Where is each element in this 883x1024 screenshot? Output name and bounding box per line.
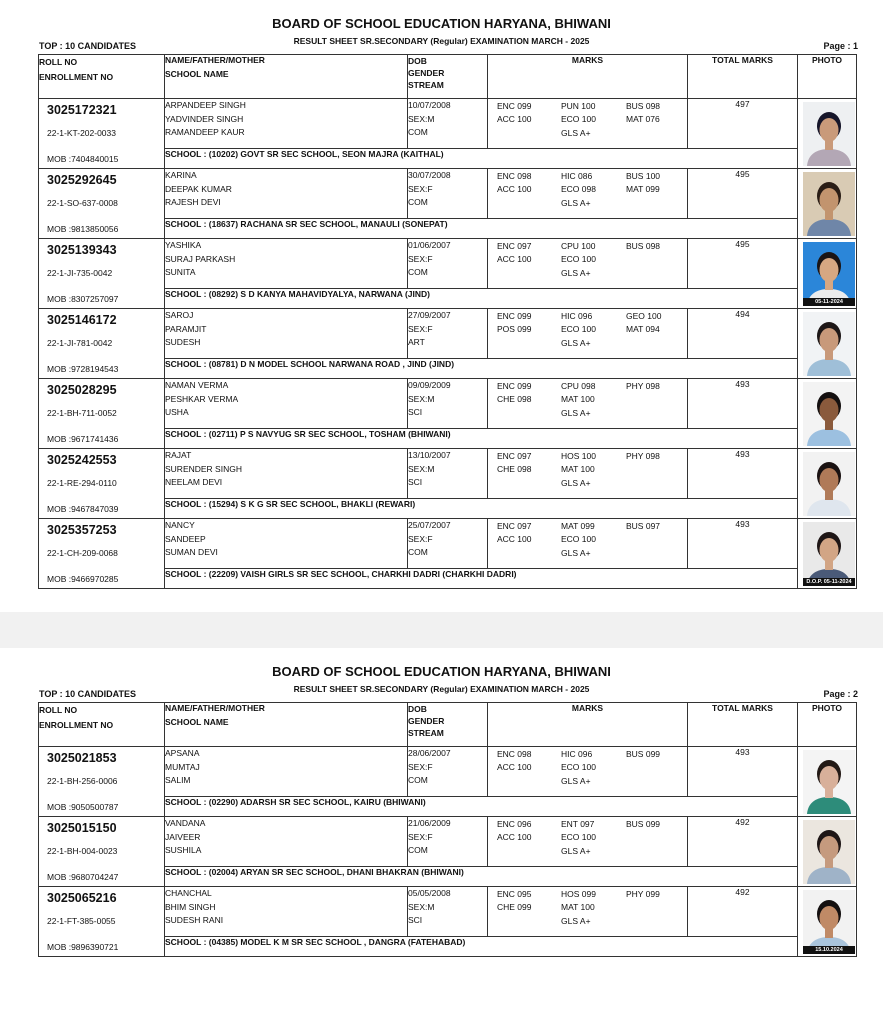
- portrait-image: [803, 312, 855, 376]
- subject-mark: ENC 098: [497, 749, 532, 759]
- subject-mark: ECO 100: [561, 762, 596, 772]
- grade-mark: GLS A+: [561, 338, 591, 348]
- dob: 28/06/2007: [408, 748, 451, 758]
- subject-mark: ENC 096: [497, 819, 532, 829]
- enrollment-number: 22-1-SO-637-0008: [47, 198, 118, 208]
- mobile-number: MOB :9671741436: [47, 434, 119, 444]
- grade-mark: GLS A+: [561, 268, 591, 278]
- stream: COM: [408, 267, 428, 277]
- subject-mark: HIC 086: [561, 171, 593, 181]
- subject-mark: ECO 098: [561, 184, 596, 194]
- school-name: SCHOOL : (18637) RACHANA SR SEC SCHOOL, MANAULI (SONEPAT): [165, 219, 798, 239]
- school-name: SCHOOL : (02004) ARYAN SR SEC SCHOOL, DHANI BHAKRAN (BHIWANI): [165, 867, 798, 887]
- subject-mark: MAT 094: [626, 324, 660, 334]
- mobile-number: MOB :9050500787: [47, 802, 119, 812]
- subject-mark: CPU 100: [561, 241, 596, 251]
- total-marks: 497: [688, 99, 798, 149]
- name-cell: [165, 887, 408, 937]
- subject-mark: ECO 100: [561, 832, 596, 842]
- subject-mark: ENT 097: [561, 819, 595, 829]
- subject-mark: PHY 098: [626, 451, 660, 461]
- photo-cell: [798, 379, 857, 449]
- candidate-photo: [803, 750, 855, 814]
- subject-mark: ACC 100: [497, 762, 532, 772]
- roll-cell: [39, 239, 165, 309]
- marks-cell: [488, 817, 688, 867]
- subject-mark: MAT 076: [626, 114, 660, 124]
- roll-number: 3025021853: [47, 751, 117, 765]
- dob: 13/10/2007: [408, 450, 451, 460]
- grade-mark: GLS A+: [561, 548, 591, 558]
- subject-mark: HOS 100: [561, 451, 596, 461]
- subject-mark: CHE 098: [497, 464, 532, 474]
- subject-mark: ACC 100: [497, 832, 532, 842]
- roll-cell: [39, 309, 165, 379]
- subject-mark: MAT 099: [561, 521, 595, 531]
- mother-name: SUDESH RANI: [165, 915, 224, 925]
- result-sheet-subtitle: RESULT SHEET SR.SECONDARY (Regular) EXAMINATION MARCH - 2025: [293, 684, 590, 694]
- candidate-name: VANDANA: [165, 818, 206, 828]
- portrait-image: [803, 522, 855, 586]
- roll-cell: [39, 449, 165, 519]
- total-marks: 495: [688, 239, 798, 289]
- roll-number: 3025172321: [47, 103, 117, 117]
- roll-cell: [39, 99, 165, 169]
- header-total: TOTAL MARKS: [688, 55, 798, 99]
- mobile-number: MOB :8307257097: [47, 294, 119, 304]
- header-photo: PHOTO: [798, 703, 857, 747]
- mother-name: RAMANDEEP KAUR: [165, 127, 245, 137]
- roll-number: 3025015150: [47, 821, 117, 835]
- dob-cell: [408, 817, 488, 867]
- portrait-image: [803, 242, 855, 306]
- header-roll: ROLL NO ENROLLMENT NO: [39, 55, 165, 99]
- gender: SEX:F: [408, 323, 433, 334]
- marks-cell: [488, 747, 688, 797]
- photo-cell: [798, 747, 857, 817]
- subject-mark: MAT 100: [561, 902, 595, 912]
- name-cell: [165, 379, 408, 429]
- marks-cell: [488, 169, 688, 219]
- gender: SEX:F: [408, 253, 433, 264]
- candidate-photo: [803, 312, 855, 376]
- roll-number: 3025028295: [47, 383, 117, 397]
- name-cell: [165, 449, 408, 499]
- gender: SEX:M: [408, 463, 435, 474]
- subject-mark: ECO 100: [561, 254, 596, 264]
- candidate-photo: [803, 172, 855, 236]
- mother-name: SUDESH: [165, 337, 201, 347]
- stream: COM: [408, 547, 428, 557]
- subject-mark: HIC 096: [561, 749, 593, 759]
- portrait-image: [803, 382, 855, 446]
- dob-cell: [408, 169, 488, 219]
- candidate-name: ARPANDEEP SINGH: [165, 100, 246, 110]
- candidate-name: APSANA: [165, 748, 200, 758]
- table-header-row: [39, 55, 857, 99]
- stream: SCI: [408, 477, 423, 487]
- marks-cell: [488, 887, 688, 937]
- subject-mark: ECO 100: [561, 114, 596, 124]
- stream: COM: [408, 197, 428, 207]
- father-name: BHIM SINGH: [165, 901, 216, 912]
- subject-mark: HOS 099: [561, 889, 596, 899]
- candidate-name: CHANCHAL: [165, 888, 212, 898]
- dob-cell: [408, 99, 488, 149]
- mobile-number: MOB :9813850056: [47, 224, 119, 234]
- candidate-name: SAROJ: [165, 310, 194, 320]
- subject-mark: BUS 100: [626, 171, 661, 181]
- header-photo: PHOTO: [798, 55, 857, 99]
- total-marks: 495: [688, 169, 798, 219]
- father-name: YADVINDER SINGH: [165, 113, 244, 124]
- stream: COM: [408, 775, 428, 785]
- candidate-photo: [803, 452, 855, 516]
- total-marks: 493: [688, 379, 798, 429]
- photo-date-stamp: D.O.P. 05-11-2024: [803, 578, 855, 586]
- enrollment-number: 22-1-BH-711-0052: [47, 408, 117, 418]
- dob: 27/09/2007: [408, 310, 451, 320]
- grade-mark: GLS A+: [561, 916, 591, 926]
- dob-cell: [408, 239, 488, 289]
- marks-cell: [488, 379, 688, 429]
- enrollment-number: 22-1-JI-781-0042: [47, 338, 113, 348]
- father-name: PARAMJIT: [165, 323, 207, 334]
- page-number: Page : 2: [823, 689, 858, 699]
- subject-mark: BUS 097: [626, 521, 661, 531]
- subject-mark: ENC 099: [497, 311, 532, 321]
- photo-cell: [798, 239, 857, 309]
- enrollment-number: 22-1-BH-256-0006: [47, 776, 118, 786]
- candidate-row: [39, 519, 857, 569]
- father-name: MUMTAJ: [165, 761, 200, 772]
- mother-name: NEELAM DEVI: [165, 477, 223, 487]
- candidate-name: NANCY: [165, 520, 195, 530]
- roll-number: 3025139343: [47, 243, 117, 257]
- result-sheet-page-2: [0, 648, 883, 1024]
- total-marks: 494: [688, 309, 798, 359]
- gender: SEX:M: [408, 113, 435, 124]
- top-candidates-label: TOP : 10 CANDIDATES: [39, 689, 137, 699]
- subject-mark: BUS 098: [626, 241, 661, 251]
- dob: 21/06/2009: [408, 818, 451, 828]
- school-name: SCHOOL : (08292) S D KANYA MAHAVIDYALYA, NARWANA (JIND): [165, 289, 798, 309]
- roll-number: 3025146172: [47, 313, 117, 327]
- candidate-name: YASHIKA: [165, 240, 202, 250]
- subject-mark: ACC 100: [497, 254, 532, 264]
- board-title: BOARD OF SCHOOL EDUCATION HARYANA, BHIWANI: [272, 16, 611, 31]
- candidate-row: [39, 747, 857, 797]
- roll-cell: [39, 747, 165, 817]
- dob-cell: [408, 519, 488, 569]
- school-name: SCHOOL : (04385) MODEL K M SR SEC SCHOOL , DANGRA (FATEHABAD): [165, 937, 798, 957]
- candidate-photo: [803, 102, 855, 166]
- photo-cell: [798, 309, 857, 379]
- stream: COM: [408, 127, 428, 137]
- table-header-row: [39, 703, 857, 747]
- marks-cell: [488, 519, 688, 569]
- mother-name: SUSHILA: [165, 845, 202, 855]
- dob-cell: [408, 309, 488, 359]
- roll-cell: [39, 887, 165, 957]
- photo-cell: [798, 169, 857, 239]
- header-dob: DOB GENDER STREAM: [408, 703, 488, 747]
- candidate-row: [39, 449, 857, 499]
- candidate-photo: [803, 522, 855, 586]
- candidate-row: [39, 99, 857, 149]
- subject-mark: ACC 100: [497, 184, 532, 194]
- father-name: SURAJ PARKASH: [165, 253, 236, 264]
- result-table: [38, 54, 857, 589]
- subject-mark: CHE 098: [497, 394, 532, 404]
- board-title: BOARD OF SCHOOL EDUCATION HARYANA, BHIWANI: [272, 664, 611, 679]
- photo-cell: [798, 99, 857, 169]
- name-cell: [165, 239, 408, 289]
- school-name: SCHOOL : (02290) ADARSH SR SEC SCHOOL, KAIRU (BHIWANI): [165, 797, 798, 817]
- total-marks: 493: [688, 449, 798, 499]
- portrait-image: [803, 102, 855, 166]
- marks-cell: [488, 99, 688, 149]
- school-name: SCHOOL : (10202) GOVT SR SEC SCHOOL, SEON MAJRA (KAITHAL): [165, 149, 798, 169]
- dob-cell: [408, 449, 488, 499]
- mother-name: RAJESH DEVI: [165, 197, 221, 207]
- subject-mark: ENC 097: [497, 241, 532, 251]
- subject-mark: MAT 099: [626, 184, 660, 194]
- portrait-image: [803, 452, 855, 516]
- result-table: [38, 702, 857, 957]
- subject-mark: HIC 096: [561, 311, 593, 321]
- roll-number: 3025292645: [47, 173, 117, 187]
- marks-cell: [488, 239, 688, 289]
- subject-mark: ENC 095: [497, 889, 532, 899]
- photo-cell: [798, 887, 857, 957]
- subject-mark: BUS 099: [626, 819, 661, 829]
- mobile-number: MOB :9467847039: [47, 504, 119, 514]
- grade-mark: GLS A+: [561, 408, 591, 418]
- gender: SEX:F: [408, 761, 433, 772]
- grade-mark: GLS A+: [561, 128, 591, 138]
- subject-mark: POS 099: [497, 324, 532, 334]
- mobile-number: MOB :9680704247: [47, 872, 119, 882]
- roll-cell: [39, 169, 165, 239]
- name-cell: [165, 99, 408, 149]
- enrollment-number: 22-1-CH-209-0068: [47, 548, 118, 558]
- subject-mark: ECO 100: [561, 534, 596, 544]
- page-number: Page : 1: [823, 41, 858, 51]
- candidate-row: [39, 379, 857, 429]
- portrait-image: [803, 890, 855, 954]
- mother-name: SALIM: [165, 775, 191, 785]
- gender: SEX:F: [408, 533, 433, 544]
- dob: 30/07/2008: [408, 170, 451, 180]
- candidate-name: RAJAT: [165, 450, 192, 460]
- mobile-number: MOB :9896390721: [47, 942, 119, 952]
- mobile-number: MOB :9466970285: [47, 574, 119, 584]
- candidate-name: KARINA: [165, 170, 197, 180]
- header-marks: MARKS: [488, 703, 688, 747]
- mother-name: USHA: [165, 407, 189, 417]
- subject-mark: ENC 097: [497, 451, 532, 461]
- name-cell: [165, 747, 408, 797]
- gender: SEX:F: [408, 831, 433, 842]
- roll-number: 3025065216: [47, 891, 117, 905]
- portrait-image: [803, 820, 855, 884]
- roll-number: 3025357253: [47, 523, 117, 537]
- dob: 09/09/2009: [408, 380, 451, 390]
- total-marks: 492: [688, 817, 798, 867]
- grade-mark: GLS A+: [561, 776, 591, 786]
- subject-mark: BUS 098: [626, 101, 661, 111]
- dob-cell: [408, 887, 488, 937]
- subject-mark: PHY 099: [626, 889, 660, 899]
- subject-mark: MAT 100: [561, 394, 595, 404]
- page-separator: [0, 612, 883, 648]
- mobile-number: MOB :9728194543: [47, 364, 119, 374]
- name-cell: [165, 309, 408, 359]
- school-name: SCHOOL : (02711) P S NAVYUG SR SEC SCHOOL, TOSHAM (BHIWANI): [165, 429, 798, 449]
- photo-date-stamp: 05-11-2024: [803, 298, 855, 306]
- total-marks: 493: [688, 519, 798, 569]
- subject-mark: ENC 098: [497, 171, 532, 181]
- header-name: NAME/FATHER/MOTHER SCHOOL NAME: [165, 55, 408, 99]
- stream: SCI: [408, 915, 423, 925]
- candidate-row: [39, 817, 857, 867]
- candidate-row: [39, 309, 857, 359]
- candidate-photo: [803, 242, 855, 306]
- photo-date-stamp: 15.10.2024: [803, 946, 855, 954]
- school-name: SCHOOL : (22209) VAISH GIRLS SR SEC SCHOOL, CHARKHI DADRI (CHARKHI DADRI): [165, 569, 798, 589]
- subject-mark: CPU 098: [561, 381, 596, 391]
- subject-mark: ECO 100: [561, 324, 596, 334]
- mother-name: SUMAN DEVI: [165, 547, 218, 557]
- marks-cell: [488, 449, 688, 499]
- candidate-row: [39, 239, 857, 289]
- enrollment-number: 22-1-FT-385-0055: [47, 916, 116, 926]
- father-name: SANDEEP: [165, 533, 206, 544]
- roll-cell: [39, 817, 165, 887]
- candidate-photo: [803, 820, 855, 884]
- candidate-photo: [803, 890, 855, 954]
- school-name: SCHOOL : (08781) D N MODEL SCHOOL NARWANA ROAD , JIND (JIND): [165, 359, 798, 379]
- header-total: TOTAL MARKS: [688, 703, 798, 747]
- father-name: JAIVEER: [165, 831, 201, 842]
- roll-number: 3025242553: [47, 453, 117, 467]
- enrollment-number: 22-1-BH-004-0023: [47, 846, 118, 856]
- portrait-image: [803, 750, 855, 814]
- header-name: NAME/FATHER/MOTHER SCHOOL NAME: [165, 703, 408, 747]
- name-cell: [165, 817, 408, 867]
- enrollment-number: 22-1-RE-294-0110: [47, 478, 117, 488]
- gender: SEX:M: [408, 901, 435, 912]
- top-candidates-label: TOP : 10 CANDIDATES: [39, 41, 137, 51]
- photo-cell: [798, 817, 857, 887]
- enrollment-number: 22-1-JI-735-0042: [47, 268, 113, 278]
- header-roll: ROLL NO ENROLLMENT NO: [39, 703, 165, 747]
- photo-cell: [798, 449, 857, 519]
- grade-mark: GLS A+: [561, 198, 591, 208]
- enrollment-number: 22-1-KT-202-0033: [47, 128, 116, 138]
- subject-mark: ACC 100: [497, 534, 532, 544]
- subject-mark: PUN 100: [561, 101, 596, 111]
- roll-cell: [39, 519, 165, 589]
- dob: 01/06/2007: [408, 240, 451, 250]
- candidate-row: [39, 169, 857, 219]
- candidate-row: [39, 887, 857, 937]
- subject-mark: BUS 099: [626, 749, 661, 759]
- dob-cell: [408, 379, 488, 429]
- dob-cell: [408, 747, 488, 797]
- photo-cell: [798, 519, 857, 589]
- header-dob: DOB GENDER STREAM: [408, 55, 488, 99]
- stream: ART: [408, 337, 425, 347]
- stream: COM: [408, 845, 428, 855]
- subject-mark: MAT 100: [561, 464, 595, 474]
- marks-cell: [488, 309, 688, 359]
- stream: SCI: [408, 407, 423, 417]
- candidate-photo: [803, 382, 855, 446]
- gender: SEX:F: [408, 183, 433, 194]
- father-name: PESHKAR VERMA: [165, 393, 239, 404]
- subject-mark: PHY 098: [626, 381, 660, 391]
- roll-cell: [39, 379, 165, 449]
- father-name: SURENDER SINGH: [165, 463, 242, 474]
- portrait-image: [803, 172, 855, 236]
- school-name: SCHOOL : (15294) S K G SR SEC SCHOOL, BHAKLI (REWARI): [165, 499, 798, 519]
- gender: SEX:M: [408, 393, 435, 404]
- father-name: DEEPAK KUMAR: [165, 183, 232, 194]
- grade-mark: GLS A+: [561, 846, 591, 856]
- dob: 25/07/2007: [408, 520, 451, 530]
- subject-mark: CHE 099: [497, 902, 532, 912]
- subject-mark: ENC 097: [497, 521, 532, 531]
- result-sheet-subtitle: RESULT SHEET SR.SECONDARY (Regular) EXAMINATION MARCH - 2025: [293, 36, 590, 46]
- name-cell: [165, 519, 408, 569]
- dob: 10/07/2008: [408, 100, 451, 110]
- candidate-name: NAMAN VERMA: [165, 380, 229, 390]
- mother-name: SUNITA: [165, 267, 196, 277]
- header-marks: MARKS: [488, 55, 688, 99]
- name-cell: [165, 169, 408, 219]
- total-marks: 493: [688, 747, 798, 797]
- total-marks: 492: [688, 887, 798, 937]
- subject-mark: ENC 099: [497, 381, 532, 391]
- subject-mark: GEO 100: [626, 311, 662, 321]
- subject-mark: ACC 100: [497, 114, 532, 124]
- subject-mark: ENC 099: [497, 101, 532, 111]
- mobile-number: MOB :7404840015: [47, 154, 119, 164]
- grade-mark: GLS A+: [561, 478, 591, 488]
- dob: 05/05/2008: [408, 888, 451, 898]
